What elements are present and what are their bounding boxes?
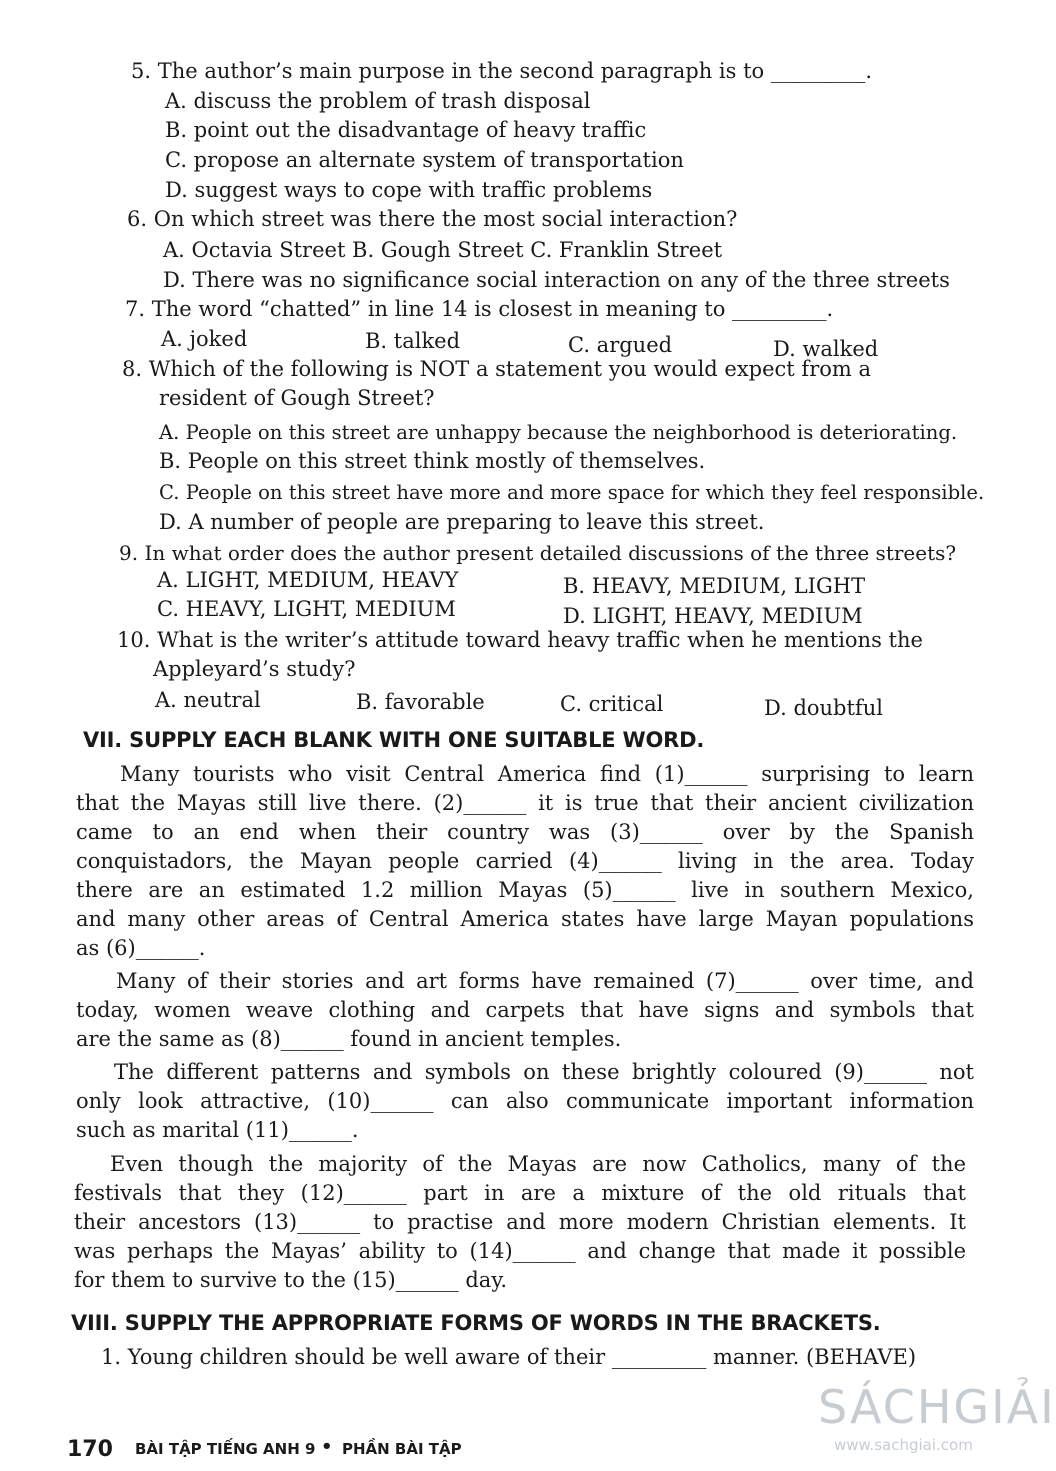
option-6d: D. There was no significance social interaction on any of the three streets <box>163 268 950 292</box>
question-stem: On which street was there the most social interaction? <box>153 207 738 231</box>
text-line: and many other areas of Central America states have large Mayan populations <box>76 907 974 931</box>
text-line: for them to survive to the (15)______ day. <box>74 1268 508 1292</box>
option-5c: C. propose an alternate system of transportation <box>165 148 684 172</box>
question-stem: In what order does the author present detailed discussions of the three streets? <box>144 541 957 565</box>
question-stem: The author’s main purpose in the second paragraph is to _________. <box>157 59 873 83</box>
question-number: 8. <box>122 357 143 381</box>
question-5 <box>131 57 872 86</box>
text-line: that the Mayas still live there. (2)______ it is true that their ancient civilization <box>76 791 974 815</box>
option-8c: C. People on this street have more and more space for which they feel responsible. <box>159 481 985 504</box>
text-line: Even though the majority of the Mayas are now Catholics, many of the <box>110 1152 966 1176</box>
option-9a: A. LIGHT, MEDIUM, HEAVY <box>157 568 459 592</box>
section-7-paragraph-2 <box>76 967 974 1054</box>
page-number: 170 <box>67 1437 113 1462</box>
option-10d: D. doubtful <box>764 696 883 720</box>
watermark-brand: SÁCHGIẢI <box>818 1380 1056 1434</box>
option-9b: B. HEAVY, MEDIUM, LIGHT <box>563 574 866 598</box>
section-7-paragraph-4 <box>74 1150 966 1295</box>
question-9 <box>119 539 956 568</box>
option-9d: D. LIGHT, HEAVY, MEDIUM <box>563 604 863 628</box>
book-title: BÀI TẬP TIẾNG ANH 9 <box>135 1440 316 1458</box>
text-line: there are an estimated 1.2 million Mayas (5)______ live in southern Mexico, <box>76 878 974 902</box>
question-number: 9. <box>119 541 139 565</box>
text-line: Many of their stories and art forms have remained (7)______ over time, and <box>116 969 974 993</box>
section-8-item-1: 1. Young children should be well aware of their _________ manner. (BEHAVE) <box>101 1345 917 1369</box>
text-line: was perhaps the Mayas’ ability to (14)______ and change that made it possible <box>74 1239 966 1263</box>
text-line: their ancestors (13)______ to practise and more modern Christian elements. It <box>74 1210 966 1234</box>
option-7d: D. walked <box>773 337 879 361</box>
option-8b: B. People on this street think mostly of themselves. <box>159 449 706 473</box>
section-7-paragraph-1 <box>76 760 974 963</box>
text-line: Many tourists who visit Central America find (1)______ surprising to learn <box>120 762 974 786</box>
question-stem: Which of the following is NOT a statement you would expect from a <box>148 357 871 381</box>
option-7a: A. joked <box>161 327 248 351</box>
option-8d: D. A number of people are preparing to leave this street. <box>159 510 765 534</box>
text-line: as (6)______. <box>76 936 206 960</box>
question-stem: What is the writer’s attitude toward heavy traffic when he mentions the <box>157 628 923 652</box>
option-7b: B. talked <box>365 329 461 353</box>
text-line: only look attractive, (10)______ can also communicate important information <box>76 1089 974 1113</box>
section-7-heading: VII. SUPPLY EACH BLANK WITH ONE SUITABLE WORD. <box>83 728 705 752</box>
question-number: 7. <box>125 297 146 321</box>
option-5a: A. discuss the problem of trash disposal <box>165 89 591 113</box>
question-7 <box>125 295 833 324</box>
section-7-paragraph-3 <box>76 1058 974 1145</box>
option-5d: D. suggest ways to cope with traffic problems <box>165 178 653 202</box>
option-10a: A. neutral <box>155 688 261 712</box>
question-6 <box>127 205 737 234</box>
section-8-heading: VIII. SUPPLY THE APPROPRIATE FORMS OF WORDS IN THE BRACKETS. <box>71 1311 881 1335</box>
question-8 <box>122 355 871 384</box>
option-6abc: A. Octavia Street B. Gough Street C. Franklin Street <box>163 238 723 262</box>
text-line: came to an end when their country was (3)______ over by the Spanish <box>76 820 974 844</box>
book-part: PHẦN BÀI TẬP <box>342 1440 462 1458</box>
question-10-stem-cont: Appleyard’s study? <box>153 657 356 681</box>
option-10b: B. favorable <box>356 690 485 714</box>
question-8-stem-cont: resident of Gough Street? <box>159 386 435 410</box>
option-10c: C. critical <box>560 692 664 716</box>
option-8a: A. People on this street are unhappy because the neighborhood is deteriorating. <box>159 421 958 444</box>
question-stem: The word “chatted” in line 14 is closest in meaning to _________. <box>151 297 834 321</box>
question-number: 5. <box>131 59 152 83</box>
question-10 <box>117 626 923 655</box>
option-7c: C. argued <box>568 333 673 357</box>
option-5b: B. point out the disadvantage of heavy traffic <box>165 118 647 142</box>
question-number: 6. <box>127 207 148 231</box>
text-line: today, women weave clothing and carpets that have signs and symbols that <box>76 998 974 1022</box>
text-line: are the same as (8)______ found in ancient temples. <box>76 1027 622 1051</box>
text-line: such as marital (11)______. <box>76 1118 359 1142</box>
footer-bullet: • <box>321 1436 333 1457</box>
watermark-url: www.sachgiai.com <box>834 1436 973 1454</box>
text-line: conquistadors, the Mayan people carried (4)______ living in the area. Today <box>76 849 974 873</box>
text-line: festivals that they (12)______ part in are a mixture of the old rituals that <box>74 1181 966 1205</box>
option-9c: C. HEAVY, LIGHT, MEDIUM <box>157 597 456 621</box>
question-number: 10. <box>117 628 151 652</box>
watermark-logo <box>812 1380 1056 1460</box>
text-line: The different patterns and symbols on these brightly coloured (9)______ not <box>114 1060 974 1084</box>
